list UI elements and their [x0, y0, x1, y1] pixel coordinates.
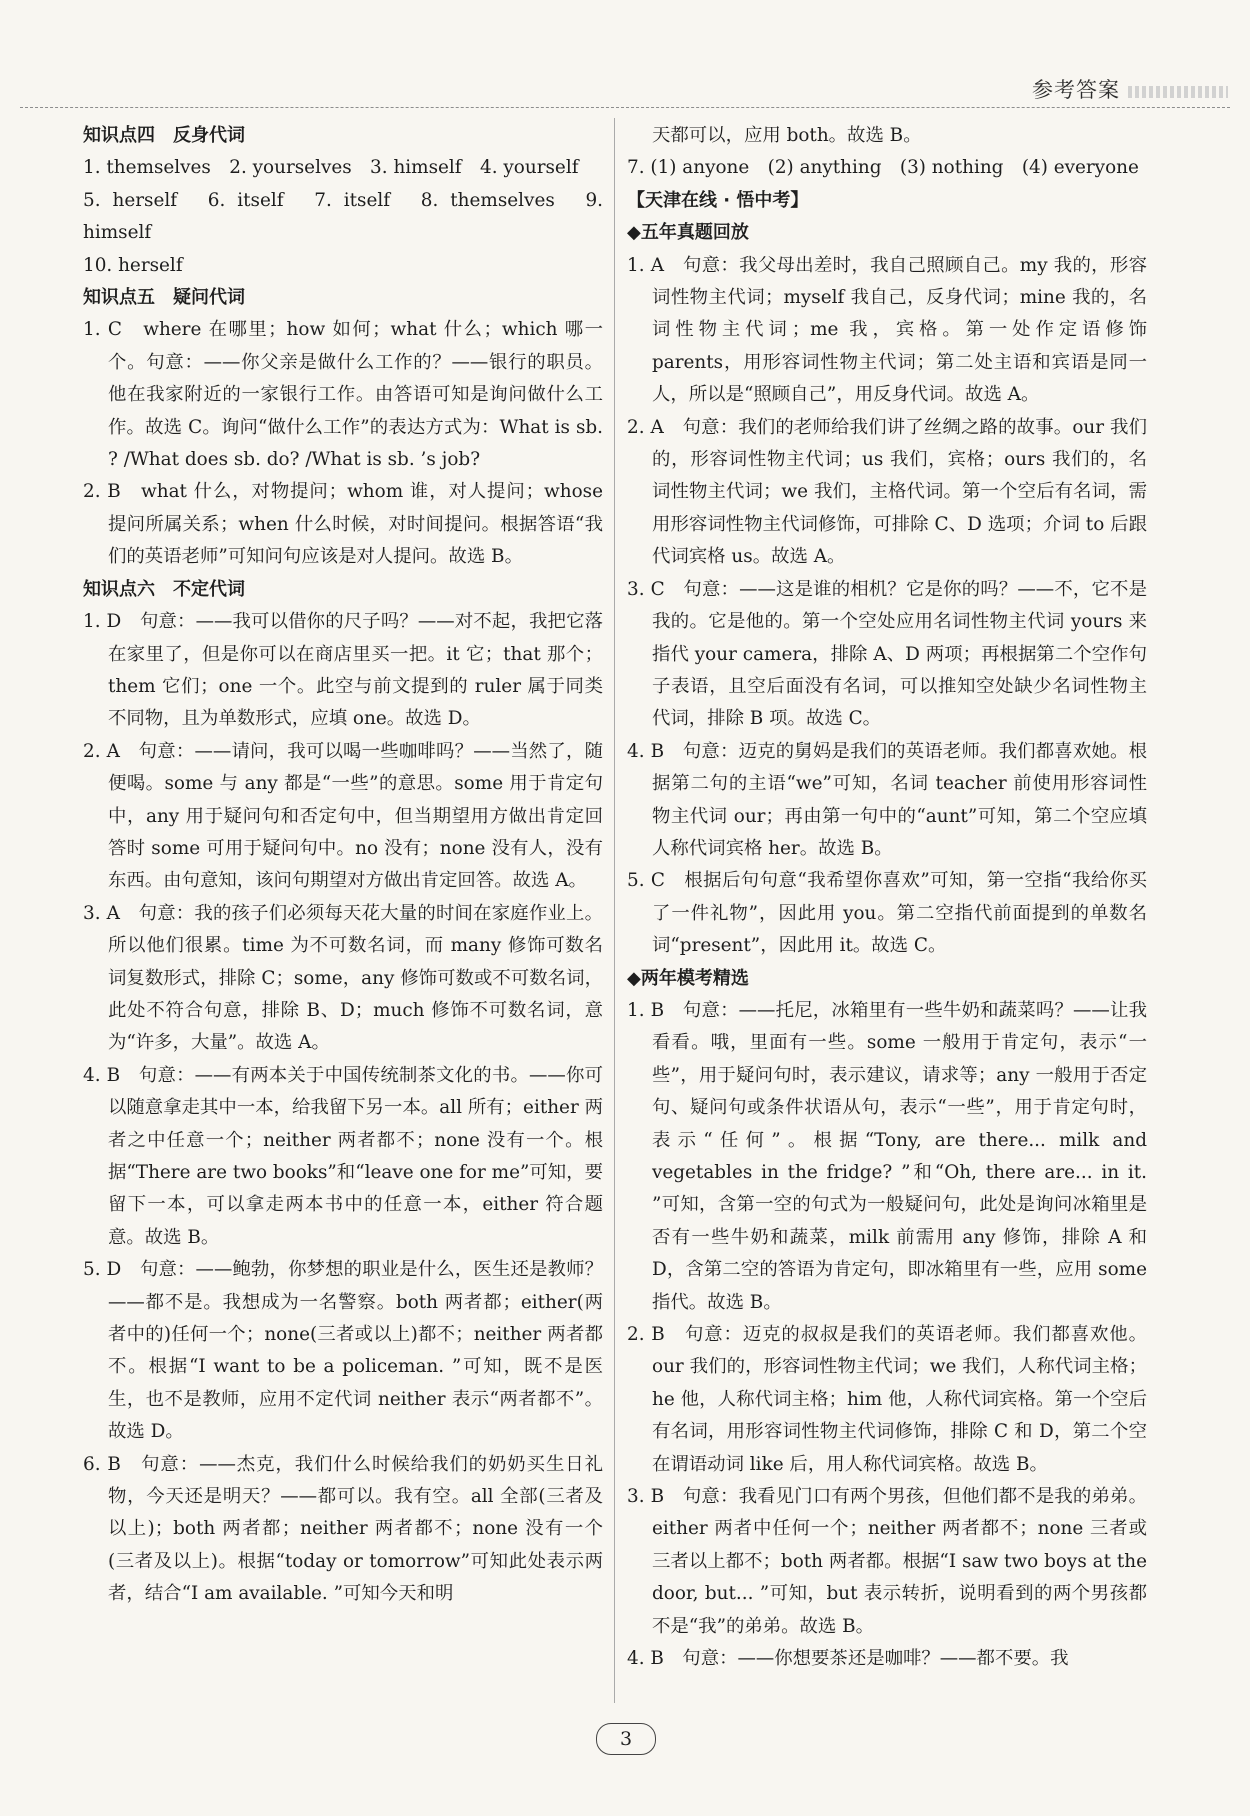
answer-item: 4. B 句意：——你想要茶还是咖啡？——都不要。我	[627, 1648, 1069, 1670]
answer-item: 2. A 句意：——请问，我可以喝一些咖啡吗？——当然了，随便喝。some 与 any 都是“一些”的意思。some 用于肯定句中，any 用于疑问句和否定句中，但当期望用方做出肯定回答时 some 可用于疑问句中。no 没有；none 没有人，没有东西。由句意知，该问句期望对方做出肯定回答。故选 A。	[83, 740, 603, 892]
answer-item: 3. C 句意：——这是谁的相机？它是你的吗？——不，它不是我的。它是他的。第一个空处应用名词性物主代词 yours 来指代 your camera，排除 A、D 两项；再根据第二个空作句子表语，且空后面没有名词，可以推知空处缺少名词性物主代词，排除 B 项。故选 C。	[627, 578, 1147, 730]
section-title-tianjin-online: 【天津在线 · 悟中考】	[627, 189, 809, 211]
answer-item: 3. B 句意：我看见门口有两个男孩，但他们都不是我的弟弟。either 两者中任何一个；neither 两者都不；none 三者或三者以上都不；both 两者都。根据“I saw two boys at the door, but... ”可知，but 表示转折，说明看到的两个男孩都不是“我”的弟弟。故选 B。	[627, 1486, 1147, 1637]
answer-line: 1. themselves 2. yourselves 3. himself 4. yourself	[83, 157, 579, 179]
header-title: 参考答案	[1032, 78, 1120, 102]
header-rule	[20, 107, 1230, 108]
subsection-title-two-year-mock: ◆两年模考精选	[627, 967, 749, 989]
header-decoration	[1128, 86, 1228, 98]
answer-line: 10. herself	[83, 254, 183, 276]
section-title-interrogative-pronouns: 知识点五 疑问代词	[83, 287, 245, 309]
right-column	[627, 120, 1147, 1676]
left-column	[83, 120, 603, 1611]
answer-item: 4. B 句意：迈克的舅妈是我们的英语老师。我们都喜欢她。根据第二句的主语“we”可知，名词 teacher 前使用形容词性物主代词 our；再由第一句中的“aunt”可知，第二个空应填人称代词宾格 her。故选 B。	[627, 740, 1147, 859]
section-title-reflexive-pronouns: 知识点四 反身代词	[83, 125, 245, 146]
answer-item: 2. B what 什么，对物提问；whom 谁，对人提问；whose 提问所属关系；when 什么时候，对时间提问。根据答语“我们的英语老师”可知问句应该是对人提问。故选 B。	[83, 481, 603, 568]
answer-line: 5. herself 6. itself 7. itself 8. themselves 9. himself	[83, 189, 603, 244]
answer-item: 1. C where 在哪里；how 如何；what 什么；which 哪一个。句意：——你父亲是做什么工作的？——银行的职员。他在我家附近的一家银行工作。由答语可知是询问做什么工作。故选 C。询问“做什么工作”的表达方式为：What is sb. ? /What does sb. do? /What is sb. ’s job?	[83, 319, 603, 471]
answer-item: 2. A 句意：我们的老师给我们讲了丝绸之路的故事。our 我们的，形容词性物主代词；us 我们，宾格；ours 我们的，名词性物主代词；we 我们，主格代词。第一个空后有名词，需用形容词性物主代词修饰，可排除 C、D 选项；介词 to 后跟代词宾格 us。故选 A。	[627, 416, 1147, 568]
answer-item: 4. B 句意：——有两本关于中国传统制茶文化的书。——你可以随意拿走其中一本，给我留下另一本。all 所有；either 两者之中任意一个；neither 两者都不；none 没有一个。根据“There are two books”和“leave one for me”可知，要留下一本，可以拿走两本书中的任意一本，either 符合题意。故选 B。	[83, 1064, 603, 1248]
answer-item: 1. B 句意：——托尼，冰箱里有一些牛奶和蔬菜吗？——让我看看。哦，里面有一些。some 一般用于肯定句，表示“一些”，用于疑问句时，表示建议，请求等；any 一般用于否定句、疑问句或条件状语从句，表示“一些”，用于肯定句时，表示“任何”。根据“Tony, are there... milk and vegetables in the fridge? ”和“Oh, there are... in it. ”可知，含第一空的句式为一般疑问句，此处是询问冰箱里是否有一些牛奶和蔬菜，milk 前需用 any 修饰，排除 A 和 D，含第二空的答语为肯定句，即冰箱里有一些，应用 some 指代。故选 B。	[627, 999, 1147, 1313]
answer-item: 5. C 根据后句句意“我希望你喜欢”可知，第一空指“我给你买了一件礼物”，因此用 you。第二空指代前面提到的单数名词“present”，因此用 it。故选 C。	[627, 870, 1147, 957]
section-title-indefinite-pronouns: 知识点六 不定代词	[83, 578, 245, 600]
answer-continuation: 天都可以，应用 both。故选 B。	[652, 125, 922, 146]
answer-item: 3. A 句意：我的孩子们必须每天花大量的时间在家庭作业上。所以他们很累。time 为不可数名词，而 many 修饰可数名词复数形式，排除 C；some，any 修饰可数或不可数名词，此处不符合句意，排除 B、D；much 修饰不可数名词，意为“许多，大量”。故选 A。	[83, 902, 603, 1054]
subsection-title-five-year-review: ◆五年真题回放	[627, 222, 749, 244]
answer-item: 1. A 句意：我父母出差时，我自己照顾自己。my 我的，形容词性物主代词；myself 我自己，反身代词；mine 我的，名词性物主代词；me 我，宾格。第一处作定语修饰 parents，用形容词性物主代词；第二处主语和宾语是同一人，所以是“照顾自己”，用反身代词。故选 A。	[627, 254, 1147, 406]
answer-item: 5. D 句意：——鲍勃，你梦想的职业是什么，医生还是教师？——都不是。我想成为一名警察。both 两者都；either(两者中的)任何一个；none(三者或以上)都不；neither 两者都不。根据“I want to be a policeman. ”可知，既不是医生，也不是教师，应用不定代词 neither 表示“两者都不”。故选 D。	[83, 1259, 603, 1443]
answer-item: 2. B 句意：迈克的叔叔是我们的英语老师。我们都喜欢他。our 我们的，形容词性物主代词；we 我们，人称代词主格；he 他，人称代词主格；him 他，人称代词宾格。第一个空后有名词，用形容词性物主代词修饰，排除 C 和 D，第二个空在谓语动词 like 后，用人称代词宾格。故选 B。	[627, 1324, 1147, 1475]
page-number: 3	[596, 1723, 656, 1755]
answer-line: 7. (1) anyone (2) anything (3) nothing (4) everyone	[627, 157, 1139, 179]
column-divider	[614, 118, 615, 1703]
answer-item: 6. B 句意：——杰克，我们什么时候给我们的奶奶买生日礼物，今天还是明天？——都可以。我有空。all 全部(三者及以上)；both 两者都；neither 两者都不；none 没有一个(三者及以上)。根据“today or tomorrow”可知此处表示两者，结合“I am available. ”可知今天和明	[83, 1453, 603, 1605]
answer-item: 1. D 句意：——我可以借你的尺子吗？——对不起，我把它落在家里了，但是你可以在商店里买一把。it 它；that 那个；them 它们；one 一个。此空与前文提到的 ruler 属于同类不同物，且为单数形式，应填 one。故选 D。	[83, 611, 603, 730]
